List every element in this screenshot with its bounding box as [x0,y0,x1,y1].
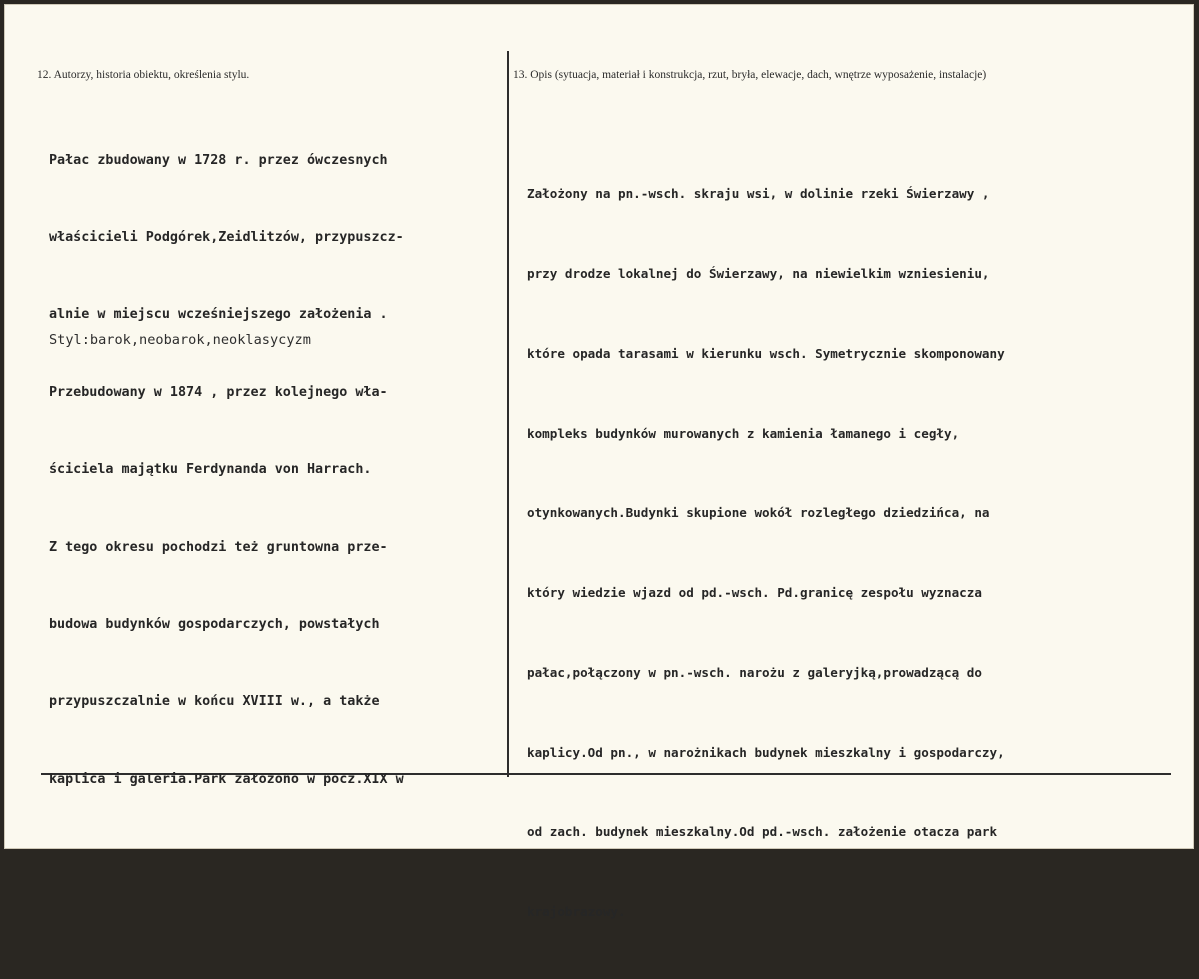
section-12-line: Przebudowany w 1874 , przez kolejnego wła- [49,384,388,400]
section-12-line: ściciela majątku Ferdynanda von Harrach. [49,462,372,478]
section-13-line: krajobrazowy. [527,904,626,920]
section-13-line: pałac,połączony w pn.-wsch. narożu z galeryjką,prowadzącą do [527,664,982,680]
section-13-line: otynkowanych.Budynki skupione wokół rozległego dziedzińca, na [527,505,990,521]
section-13-line: które opada tarasami w kierunku wsch. Symetrycznie skomponowany [527,345,1005,361]
section-12-heading: 12. Autorzy, historia obiektu, określenia stylu. [37,69,250,81]
section-13-line: kompleks budynków murowanych z kamienia łamanego i cegły, [527,425,960,441]
column-divider [507,51,509,777]
section-13-text [527,128,1005,979]
section-12-line: Pałac zbudowany w 1728 r. przez ówczesnych [49,152,388,168]
section-13-line: kaplicy.Od pn., w narożnikach budynek mieszkalny i gospodarczy, [527,744,1005,760]
section-12-line: budowa budynków gospodarczych, powstałych [49,616,380,632]
section-12-line: Z tego okresu pochodzi też gruntowna prze- [49,539,388,555]
section-13-line: który wiedzie wjazd od pd.-wsch. Pd.granicę zespołu wyznacza [527,585,982,601]
section-12-line: kaplica i galeria.Park założono w pocz.XIX w [49,771,404,787]
style-line: Styl:barok,neobarok,neoklasycyzm [49,332,311,348]
record-card [4,4,1194,920]
section-13-line: Założony na pn.-wsch. skraju wsi, w dolinie rzeki Świerzawy , [527,186,990,202]
section-13-heading: 13. Opis (sytuacja, materiał i konstrukcja, rzut, bryła, elewacje, dach, wnętrze wyposażenie, instalacje) [513,69,987,81]
section-12-line: właścicieli Podgórek,Zeidlitzów, przypuszcz- [49,229,404,245]
section-12-line: alnie w miejscu wcześniejszego założenia . [49,307,388,323]
section-12-line: przypuszczalnie w końcu XVIII w., a także [49,694,380,710]
section-12-text [49,96,404,844]
section-13-line: przy drodze lokalnej do Świerzawy, na niewielkim wzniesieniu, [527,265,990,281]
section-13-line: od zach. budynek mieszkalny.Od pd.-wsch. założenie otacza park [527,824,998,840]
